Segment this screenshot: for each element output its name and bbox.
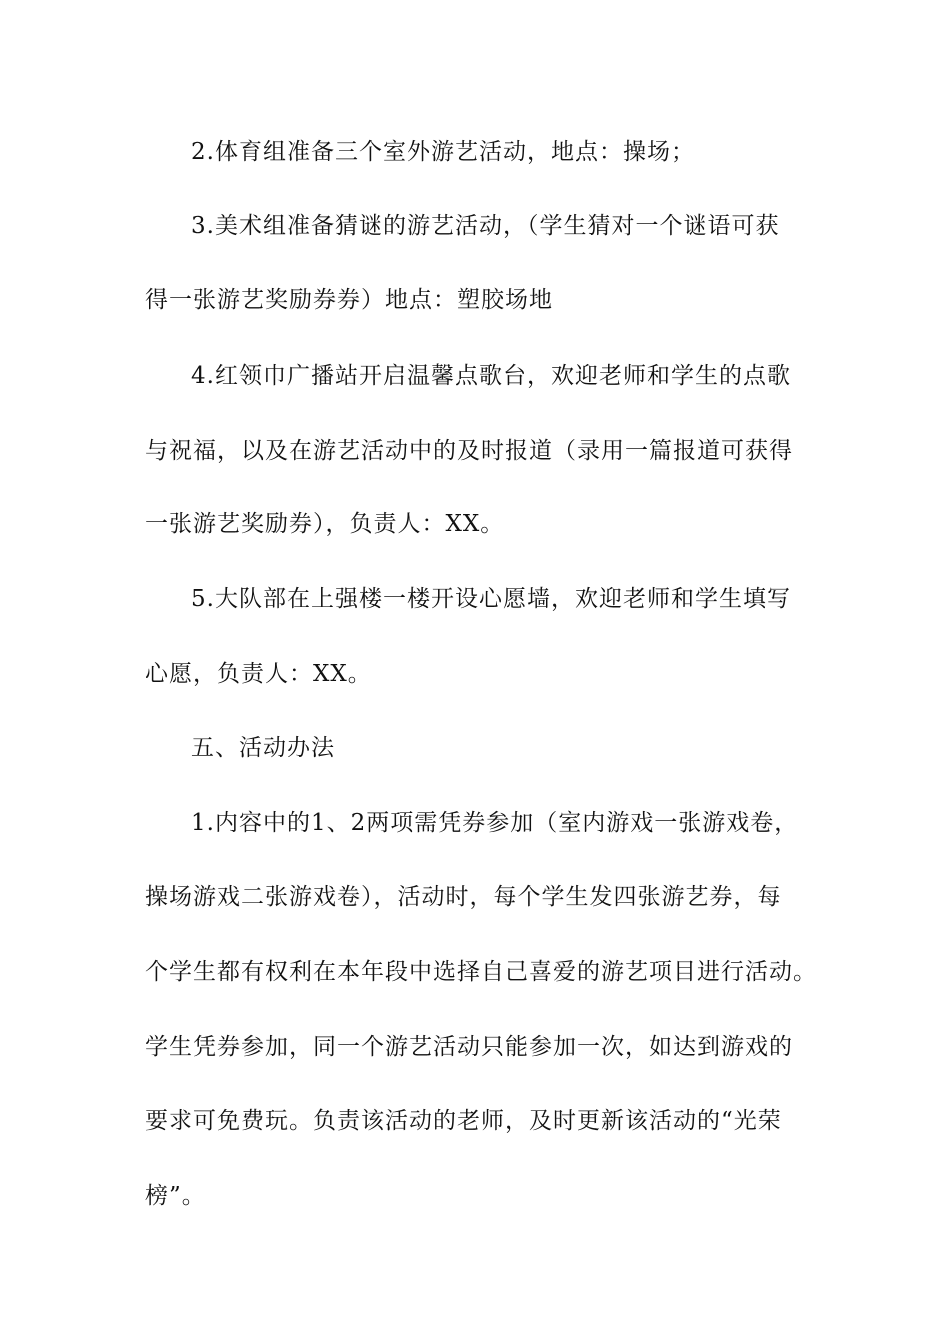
paragraph-item-4-line-1: 4.红领巾广播站开启温馨点歌台，欢迎老师和学生的点歌 [191,363,791,389]
method-paragraph-line-3: 个学生都有权利在本年段中选择自己喜爱的游艺项目进行活动。 [145,959,817,985]
paragraph-item-2-line-1: 2.体育组准备三个室外游艺活动，地点：操场； [191,139,695,165]
paragraph-item-3-line-2: 得一张游艺奖励券券）地点：塑胶场地 [145,287,553,313]
paragraph-item-4-line-3: 一张游艺奖励券），负责人：XX。 [145,511,505,537]
paragraph-item-5-line-2: 心愿，负责人：XX。 [145,661,372,687]
section-heading: 五、活动办法 [191,735,335,761]
method-paragraph-line-6: 榜”。 [145,1183,206,1209]
method-paragraph-line-2: 操场游戏二张游戏卷），活动时，每个学生发四张游艺券，每 [145,884,782,910]
paragraph-item-3-line-1: 3.美术组准备猜谜的游艺活动，（学生猜对一个谜语可获 [191,213,780,239]
paragraph-item-4-line-2: 与祝福，以及在游艺活动中的及时报道（录用一篇报道可获得 [145,438,793,464]
method-paragraph-line-1: 1.内容中的1、2两项需凭券参加（室内游戏一张游戏卷， [191,810,799,836]
method-paragraph-line-4: 学生凭券参加，同一个游艺活动只能参加一次，如达到游戏的 [145,1034,793,1060]
paragraph-item-5-line-1: 5.大队部在上强楼一楼开设心愿墙，欢迎老师和学生填写 [191,586,791,612]
method-paragraph-line-5: 要求可免费玩。负责该活动的老师，及时更新该活动的“光荣 [145,1108,782,1134]
